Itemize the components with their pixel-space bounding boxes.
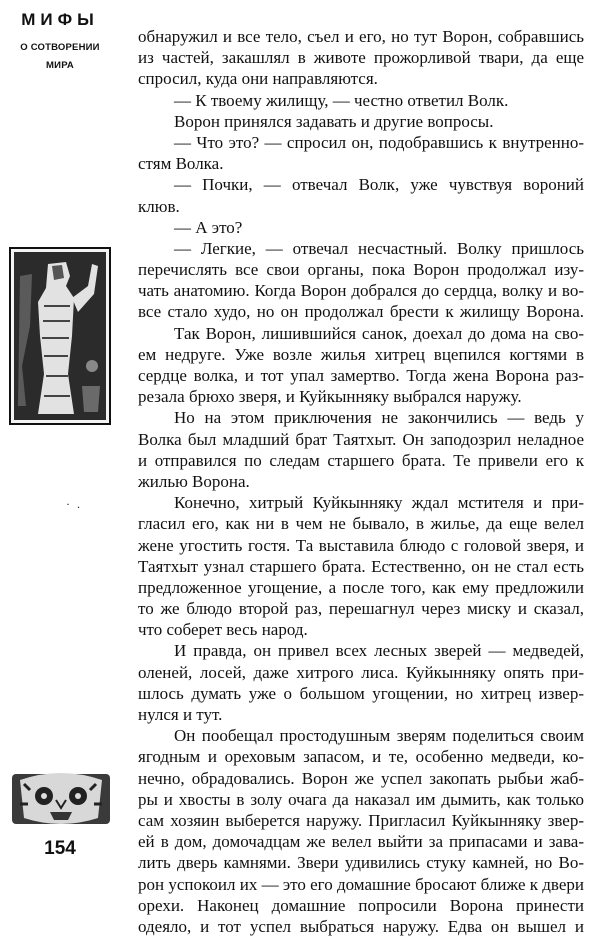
text-line: гласил его, как ни в чем не бывало, в жилье, да еще велел [138,514,584,534]
text-line: спросил, куда они направляются. [138,69,378,89]
text-line: предложенное угощение, а после того, как ему предложили [138,577,584,597]
text-line: одеяло, и тот успел выбраться наружу. Едва он вышел и [138,916,584,936]
text-line: — Почки, — отвечал Волк, уже чувствуя вороний [174,175,584,195]
carved-figure-illustration [8,246,112,426]
text-line: ем недруге. Уже возле жилья хитрец вцепился когтями в [138,344,584,364]
text-line: перечислять все свои органы, пока Ворон продолжал изу- [138,260,584,280]
text-line: Волка был младший брат Таятхыт. Он заподозрил неладное [138,429,584,449]
text-line: шлось думать уже о большом угощении, но хитрец извер- [138,683,584,703]
text-line: обнаружил и все тело, съел и его, но тут Ворон, собравшись [138,27,584,46]
series-subtitle-line1: О СОТВОРЕНИИ [20,42,100,53]
text-line: сам хозяин выберется наружу. Пригласил Куйкынняку звер- [138,810,584,830]
text-line: клюв. [138,196,180,216]
text-line: ягодным и ореховым запасом, и те, особенно медведи, ко- [138,747,584,767]
text-line: Ворон принялся задавать и другие вопросы. [174,111,494,131]
text-line: резала брюхо зверя, и Куйкынняку выбрался наружу. [138,387,522,407]
text-line: сердце волка, и тот упал замертво. Тогда жена Ворона раз- [138,366,584,385]
stray-marks: · . [66,497,82,511]
text-line: — Что это? — спросил он, подобравшись к внутренно- [174,132,584,152]
text-line: стям Волка. [138,154,224,174]
text-line: Таятхыт узнал старшего брата. Естественно, он не стал есть [138,556,584,576]
text-line: рон успокоил их — это его домашние бросают ближе к двери [138,874,584,894]
text-line: жилью Ворона. [138,471,250,491]
text-line: нулся и тут. [138,705,223,724]
text-line: ры и хвосты в золу очага да наказал им дымить, как только [138,789,584,809]
series-title: МИФЫ [21,10,99,29]
text-line: ей в дом, домочадцам же велел выйти за припасами и зава- [138,832,584,852]
text-line: — А это? [174,217,243,237]
text-line: — К твоему жилищу, — честно ответил Волк. [174,90,509,110]
text-line: И правда, он привел всех лесных зверей — медведей, [174,641,584,661]
page-number: 154 [44,838,76,859]
text-line: жене угостить гостя. Та выставила блюдо с головой зверя, и [138,535,584,555]
text-line: и отправился по следам старшего брата. Те привели его к [138,450,584,470]
text-line: орехи. Наконец домашние попросили Ворона принести [138,895,584,915]
text-line: нечно, обрадовались. Ворон же успел закопать рыбьи жаб- [138,768,584,788]
series-subtitle-line2: МИРА [46,60,74,71]
text-line: что соберет весь народ. [138,620,308,640]
text-line: из частей, закашлял в животе прожорливой твари, да еще [138,48,584,68]
text-line: чать анатомию. Когда Ворон добрался до сердца, волку и во- [138,281,584,301]
text-line: Но на этом приключения не закончились — ведь у [174,408,584,428]
text-line: оленей, лосей, даже хитрого лиса. Куйкынняку опять при- [138,662,584,682]
text-line: Конечно, хитрый Куйкынняку ждал мстителя и при- [174,493,584,513]
text-line: Он пообещал простодушным зверям поделиться своим [174,726,584,746]
text-line: все стало худо, но он продолжал брести к жилищу Ворона. [138,302,584,322]
body-text [138,26,584,937]
text-line: — Легкие, — отвечал несчастный. Волку пришлось [174,238,584,258]
text-line: лить дверь камнями. Звери удивились стуку камней, но Во- [138,853,584,873]
text-line: то же блюдо второй раз, перешагнул через миску и сказал, [138,599,584,619]
text-line: Так Ворон, лишившийся санок, доехал до дома на сво- [174,323,584,343]
sidebar [0,0,118,872]
ornament-mask-illustration [10,770,112,828]
